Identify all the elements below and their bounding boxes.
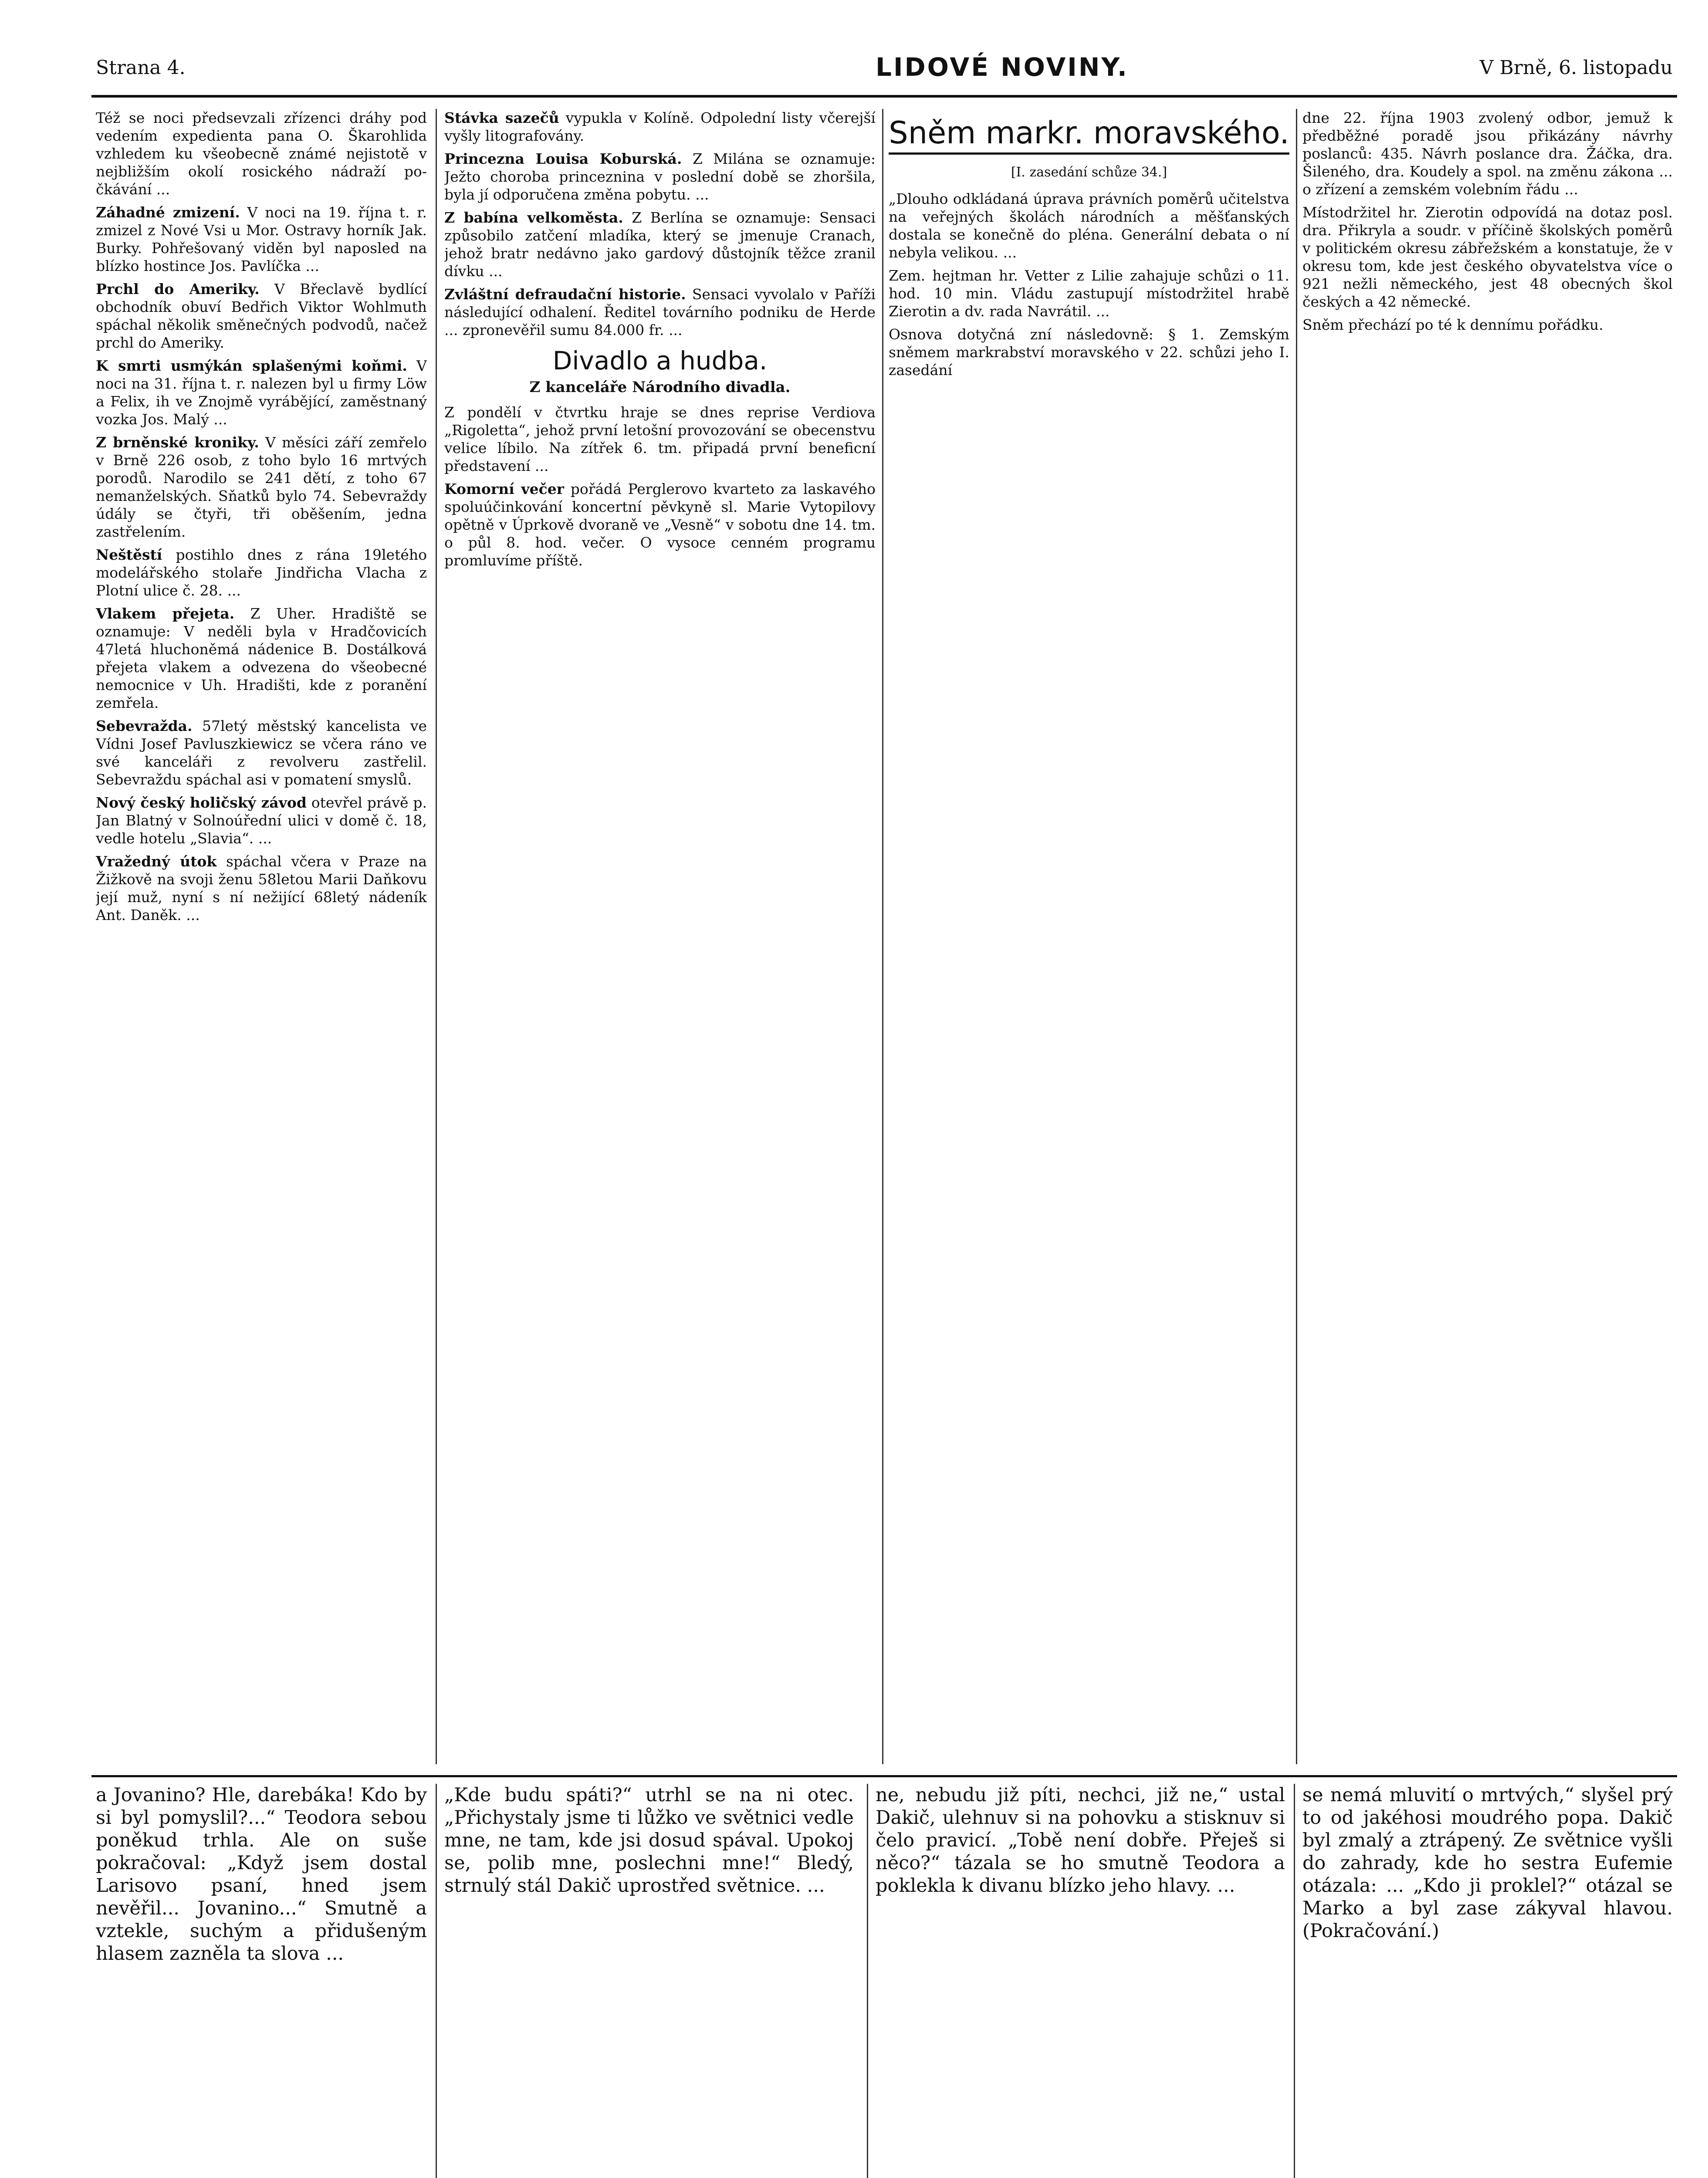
feuilleton-text: ne, nebudu již píti, nechci, již ne,“ ustal Dakič, ulehnuv si na pohovku a stisknuv si čelo pravicí. „Tobě není dobře. Přeješ si něco?“ tázala se ho smutně Teodora a poklekla k divanu blízko jeho hlavy. ... [876,1784,1285,1897]
theatre-text: Z pondělí v čtvrtku hraje se dnes reprise Verdiova „Rigoletta“, jehož první letošní provozování se obecenstvu velice líbilo. Na zítřek 6. tm. připadá první beneficní představení ... [444,404,876,474]
parliament-text: Zem. hejtman hr. Vetter z Lilie zahajuje schůzi o 11. hod. 10 min. Vládu zastupují místodržitel hrabě Zierotin a dv. rada Navrátil. ... [889,267,1289,320]
page-header [96,39,1673,91]
page-number: Strana 4. [96,57,186,79]
column-divider [436,1784,437,2178]
news-item: Nový český holičský závod otevřel právě p. Jan Blatný v Solnoúřední ulici v domě č. 18, vedle hotelu „Slavia“. ... [96,794,427,847]
feuilleton-column-2 [444,1784,854,2178]
section-subtitle: Z kanceláře Národního divadla. [529,379,791,396]
news-item: Záhadné zmizení. V noci na 19. října t. r. zmizel z Nové Vsi u Mor. Ostravy horník Jak. Burky. Pohřešovaný viděn byl naposled na blízko hostince Jos. Pavlíčka ... [96,204,427,274]
column-divider [867,1784,868,2178]
header-rule [91,95,1677,98]
feuilleton-column-1 [96,1784,427,2178]
feuilleton-text: a Jovanino? Hle, darebáka! Kdo by si byl pomyslil?...“ Teodora sebou poněkud trhla. Ale on suše pokračoval: „Když jsem dostal Larisovo psaní, hned jsem nevěřil... Jovanino...“ Smutně a vztekle, suchým a přidušeným hlasem zazněla ta slova ... [96,1784,427,1965]
parliament-text: Sněm přechází po té k dennímu pořádku. [1302,316,1603,333]
news-item: Komorní večer pořádá Perglerovo kvarteto za laskavého spoluúčinkování koncertní pěvkyně sl. Marie Vytopilovy opětně v Úprkově dvoraně ve „Vesně“ v sobotu dne 14. tm. o půl 8. hod. večer. O vysoce cenném programu promluvíme příště. [444,480,876,569]
parliament-text: dne 22. října 1903 zvolený odbor, jemuž k předběžné poradě jsou přikázány návrhy poslanců: 435. Návrh poslance dra. Žáčka, dra. Šileného, dra. Koudely a spol. na změnu zákona ... o zřízení a zemském volebním řádu ... [1302,109,1673,198]
masthead-title: LIDOVÉ NOVINY. [876,52,1129,82]
news-item: Vražedný útok spáchal včera v Praze na Žižkově na svoji ženu 58letou Marii Daňkovu její muž, nyní s ní nežijící 68letý nádeník Ant. Daněk. ... [96,853,427,923]
column-divider [1296,109,1297,1764]
section-title-divadlo: Divadlo a hudba. [552,346,768,375]
column-divider [1294,1784,1295,2178]
issue-date: V Brně, 6. listopadu [1479,57,1673,79]
feuilleton-column-4 [1302,1784,1673,2178]
column-divider [882,109,883,1764]
feuilleton-rule [91,1775,1677,1777]
news-item: Zvláštní defraudační historie. Sensaci vyvolalo v Paříži následující odhalení. Ředitel továrního podniku de Herde ... zpronevěřil sumu 84.000 fr. ... [444,286,876,338]
news-item: K smrti usmýkán splašenými koňmi. V noci na 31. října t. r. nalezen byl u firmy Löw a Felix, ih ve Znojmě vyrábějící, zaměstnaný vozka Jos. Malý ... [96,357,427,428]
news-column-1 [96,109,427,1764]
news-item: Z babína velkoměsta. Z Berlína se oznamuje: Sensaci způsobilo zatčení mladíka, který se jmenuje Cranach, jehož bratr nedávno jako gardový důstojník těžce zranil dívku ... [444,209,876,280]
section-title-snem: Sněm markr. moravského. [889,113,1289,155]
section-subtitle: [I. zasedání schůze 34.] [1011,165,1167,180]
news-item: Též se noci předsevzali zřízenci dráhy pod vedením expedienta pana O. Škarohlida vzhledem ku všeobecně známé nejistotě v nejbližším okolí rosického nádraží po-čkávání ... [96,109,427,198]
news-item: Sebevražda. 57letý městský kancelista ve Vídni Josef Pavluszkiewicz se včera ráno ve své kanceláři z revolveru zastřelil. Sebevraždu spáchal asi v pomatení smyslů. [96,717,427,788]
feuilleton-text: „Kde budu spáti?“ utrhl se na ni otec. „Přichystaly jsme ti lůžko ve světnici vedle mne, ne tam, kde jsi dosud spával. Upokoj se, polib mne, poslechni mne!“ Bledý, strnulý stál Dakič uprostřed světnice. ... [444,1784,854,1897]
parliament-text: Místodržitel hr. Zierotin odpovídá na dotaz posl. dra. Přikryla a soudr. v příčině školských poměrů v politickém okresu zábřežském a konstatuje, že v okresu tom, kde jest českého obyvatelstva více o 921 nežli německého, jest 48 obecných škol českých a 42 německé. [1302,204,1673,310]
news-column-4 [1302,109,1673,1764]
news-item: Stávka sazečů vypukla v Kolíně. Odpolední listy včerejší vyšly litografovány. [444,109,876,144]
news-item: Neštěstí postihlo dnes z rána 19letého modelářského stolaře Jindřicha Vlacha z Plotní ulice č. 28. ... [96,546,427,599]
news-item: Prchl do Ameriky. V Břeclavě bydlící obchodník obuví Bedřich Viktor Wohlmuth spáchal několik směnečných podvodů, načež prchl do Ameriky. [96,281,427,351]
parliament-text: Osnova dotyčná zní následovně: § 1. Zemským sněmem markrabství moravského v 22. schůzi jeho I. zasedání [889,326,1289,379]
parliament-column [889,109,1289,1764]
news-item: Z brněnské kroniky. V měsíci září zemřelo v Brně 226 osob, z toho bylo 16 mrtvých porodů. Narodilo se 241 dětí, z toho 67 nemanželských. Sňatků bylo 74. Sebevraždy údály se čtyři, tři oběšením, jedna zastřelením. [96,434,427,540]
feuilleton-column-3 [876,1784,1285,2178]
feuilleton-text: se nemá mluvití o mrtvých,“ slyšel prý to od jakéhosi moudrého popa. Dakič byl zmalý a ztrápený. Ze světnice vyšli do zahrady, kde ho sestra Eufemie otázala: ... „Kdo ji proklel?“ otázal se Marko a byl zase zákyval hlavou. (Pokračování.) [1302,1784,1673,1942]
parliament-text: „Dlouho odkládaná úprava právních poměrů učitelstva na veřejných školách národních a měšťanských dostala se konečně do pléna. Generální debata o ní nebyla velikou. ... [889,190,1289,261]
news-item: Princezna Louisa Koburská. Z Milána se oznamuje: Ježto choroba princeznina v poslední době se zhoršila, byla jí odporučena změna pobytu. ... [444,150,876,203]
news-column-2 [444,109,876,1764]
news-item: Vlakem přejeta. Z Uher. Hradiště se oznamuje: V neděli byla v Hradčovicích 47letá hluchoněmá nádenice B. Dostálková přejeta vlakem a odvezena do všeobecné nemocnice v Uh. Hradišti, kde z poranění zemřela. [96,605,427,711]
column-divider [436,109,437,1764]
